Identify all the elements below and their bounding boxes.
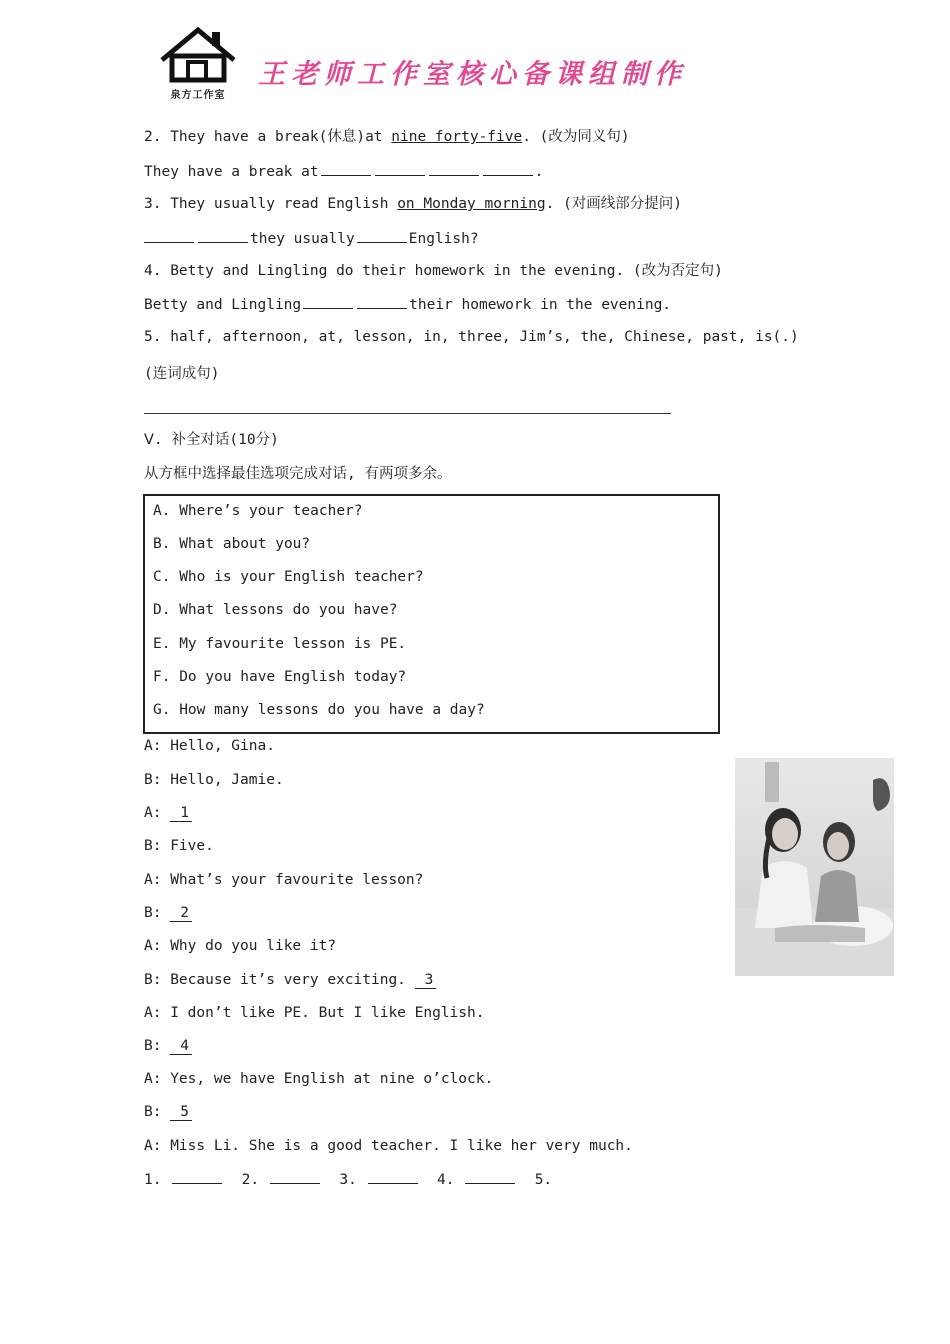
dialogue-blank-2[interactable]: 2 <box>170 905 192 922</box>
dialogue-line: B: 5 <box>144 1102 192 1122</box>
question-5: 5. half, afternoon, at, lesson, in, three, Jim’s, the, Chinese, past, is(.) <box>144 329 799 345</box>
answer-blank[interactable] <box>172 1169 222 1184</box>
answer-blank[interactable] <box>465 1169 515 1184</box>
question-3: 3. They usually read English on Monday morning. (对画线部分提问) <box>144 196 683 212</box>
question-3-answer: they usually English? <box>144 228 479 249</box>
answer-blank[interactable] <box>357 228 407 243</box>
dialogue-line: A: What’s your favourite lesson? <box>144 872 424 888</box>
question-2: 2. They have a break(休息)at nine forty-five. (改为同义句) <box>144 129 630 145</box>
answer-row: 1. 2. 3. 4. 5. <box>144 1169 552 1190</box>
dialogue-line: B: Because it’s very exciting. 3 <box>144 970 436 990</box>
options-box <box>143 494 720 734</box>
answer-blank[interactable] <box>483 161 533 176</box>
dialogue-line: B: 2 <box>144 903 192 923</box>
answer-blank[interactable] <box>303 294 353 309</box>
option-e: E. My favourite lesson is PE. <box>153 636 407 652</box>
question-2-answer: They have a break at . <box>144 161 543 182</box>
answer-blank[interactable] <box>144 228 194 243</box>
option-a: A. Where’s your teacher? <box>153 503 363 519</box>
dialogue-blank-4[interactable]: 4 <box>170 1038 192 1055</box>
answer-blank[interactable] <box>198 228 248 243</box>
option-f: F. Do you have English today? <box>153 669 407 685</box>
dialogue-blank-1[interactable]: 1 <box>170 805 192 822</box>
dialogue-blank-3[interactable]: 3 <box>415 972 437 989</box>
option-c: C. Who is your English teacher? <box>153 569 424 585</box>
dialogue-line: A: Yes, we have English at nine o’clock. <box>144 1071 494 1087</box>
answer-blank[interactable] <box>357 294 407 309</box>
dialogue-line: A: Miss Li. She is a good teacher. I like her very much. <box>144 1138 633 1154</box>
underlined-phrase: nine forty-five <box>391 129 523 145</box>
dialogue-line: B: Hello, Jamie. <box>144 772 284 788</box>
dialogue-line: B: Five. <box>144 838 214 854</box>
dialogue-blank-5[interactable]: 5 <box>170 1104 192 1121</box>
dialogue-line: A: 1 <box>144 803 192 823</box>
section-instruction: 从方框中选择最佳选项完成对话, 有两项多余。 <box>144 466 452 482</box>
section-title: Ⅴ. 补全对话(10分) <box>144 432 279 448</box>
answer-blank[interactable] <box>321 161 371 176</box>
answer-blank[interactable] <box>368 1169 418 1184</box>
answer-line[interactable] <box>144 413 671 414</box>
dialogue-line: B: 4 <box>144 1036 192 1056</box>
two-girls-photo <box>735 758 894 976</box>
option-d: D. What lessons do you have? <box>153 602 398 618</box>
option-b: B. What about you? <box>153 536 311 552</box>
answer-blank[interactable] <box>270 1169 320 1184</box>
answer-blank[interactable] <box>429 161 479 176</box>
dialogue-line: A: Why do you like it? <box>144 938 337 954</box>
underlined-phrase: on Monday morning <box>397 196 546 212</box>
question-5-note: (连词成句) <box>144 366 220 382</box>
dialogue-line: A: I don’t like PE. But I like English. <box>144 1005 485 1021</box>
answer-blank[interactable] <box>375 161 425 176</box>
option-g: G. How many lessons do you have a day? <box>153 702 485 718</box>
dialogue-line: A: Hello, Gina. <box>144 738 275 754</box>
logo-caption: 泉方工作室 <box>170 90 226 101</box>
question-4-answer: Betty and Lingling their homework in the evening. <box>144 294 671 315</box>
banner-title: 王老师工作室核心备课组制作 <box>258 59 687 90</box>
question-4: 4. Betty and Lingling do their homework in the evening. (改为否定句) <box>144 263 723 279</box>
